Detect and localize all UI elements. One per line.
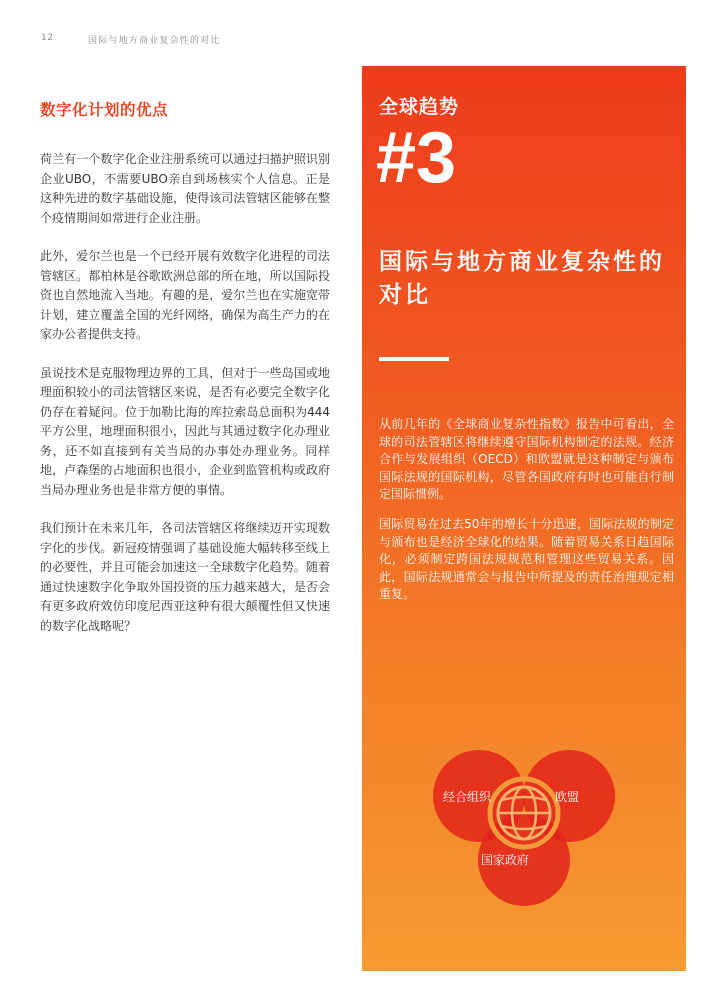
venn-label-gov: 国家政府 (481, 853, 530, 867)
trend-number: #3 (376, 118, 457, 198)
trend-label: 全球趋势 (379, 96, 460, 118)
running-header: 国际与地方商业复杂性的对比 (88, 36, 221, 46)
left-column (40, 98, 330, 655)
body-paragraph-4: 我们预计在未来几年，各司法管辖区将继续迈开实现数字化的步伐。新冠疫情强调了基础设施大幅转移至线上的必要性，并且可能会加速这一全球数字化趋势。随着通过快速数字化争取外国投资的压力越来越大，是否会有更多政府效仿印度尼西亚这种有很大颠覆性但又快速的数字化战略呢？ (40, 521, 330, 633)
venn-diagram (430, 747, 620, 922)
panel-paragraph-1: 从前几年的《全球商业复杂性指数》报告中可看出，全球的司法管辖区将继续遵守国际机构制定的法规。经济合作与发展组织（OECD）和欧盟就是这种制定与颁布国际法规的国际机构，尽管各国政府有时也可能自行制定国际惯例。 (379, 417, 674, 501)
trend-panel (362, 66, 686, 971)
trend-title: 国际与地方商业复杂性的对比 (379, 249, 665, 308)
page-number: 12 (41, 33, 54, 43)
section-heading: 数字化计划的优点 (40, 101, 169, 119)
body-paragraph-3: 虽说技术是克服物理边界的工具，但对于一些岛国或地理面积较小的司法管辖区来说，是否有必要完全数字化仍存在着疑问。位于加勒比海的库拉索岛总面积为444平方公里，地理面积很小，因此与其通过数字化办理业务，还不如直接到有关当局的办事处办理业务。同样地，卢森堡的占地面积也很小，企业到监管机构或政府当局办理业务也是非常方便的事情。 (40, 365, 330, 497)
title-divider (379, 357, 449, 361)
venn-label-eu: 欧盟 (555, 790, 580, 804)
panel-paragraph-2: 国际贸易在过去50年的增长十分迅速，国际法规的制定与颁布也是经济全球化的结果。随着贸易关系日趋国际化，必须制定跨国法规规范和管理这些贸易关系。因此，国际法规通常会与报告中所提及的责任治理规定相重复。 (379, 517, 674, 601)
venn-label-oecd: 经合组织 (443, 790, 492, 804)
venn-shapes (430, 747, 620, 922)
body-paragraph-2: 此外，爱尔兰也是一个已经开展有效数字化进程的司法管辖区。都柏林是谷歌欧洲总部的所在地，所以国际投资也自然地流入当地。有趣的是，爱尔兰也在实施宽带计划，建立覆盖全国的光纤网络，确保为高生产力的在家办公者提供支持。 (40, 249, 330, 341)
body-paragraph-1: 荷兰有一个数字化企业注册系统可以通过扫描护照识别企业UBO，不需要UBO亲自到场核实个人信息。正是这种先进的数字基础设施，使得该司法管辖区能够在整个疫情期间如常进行企业注册。 (40, 152, 330, 225)
